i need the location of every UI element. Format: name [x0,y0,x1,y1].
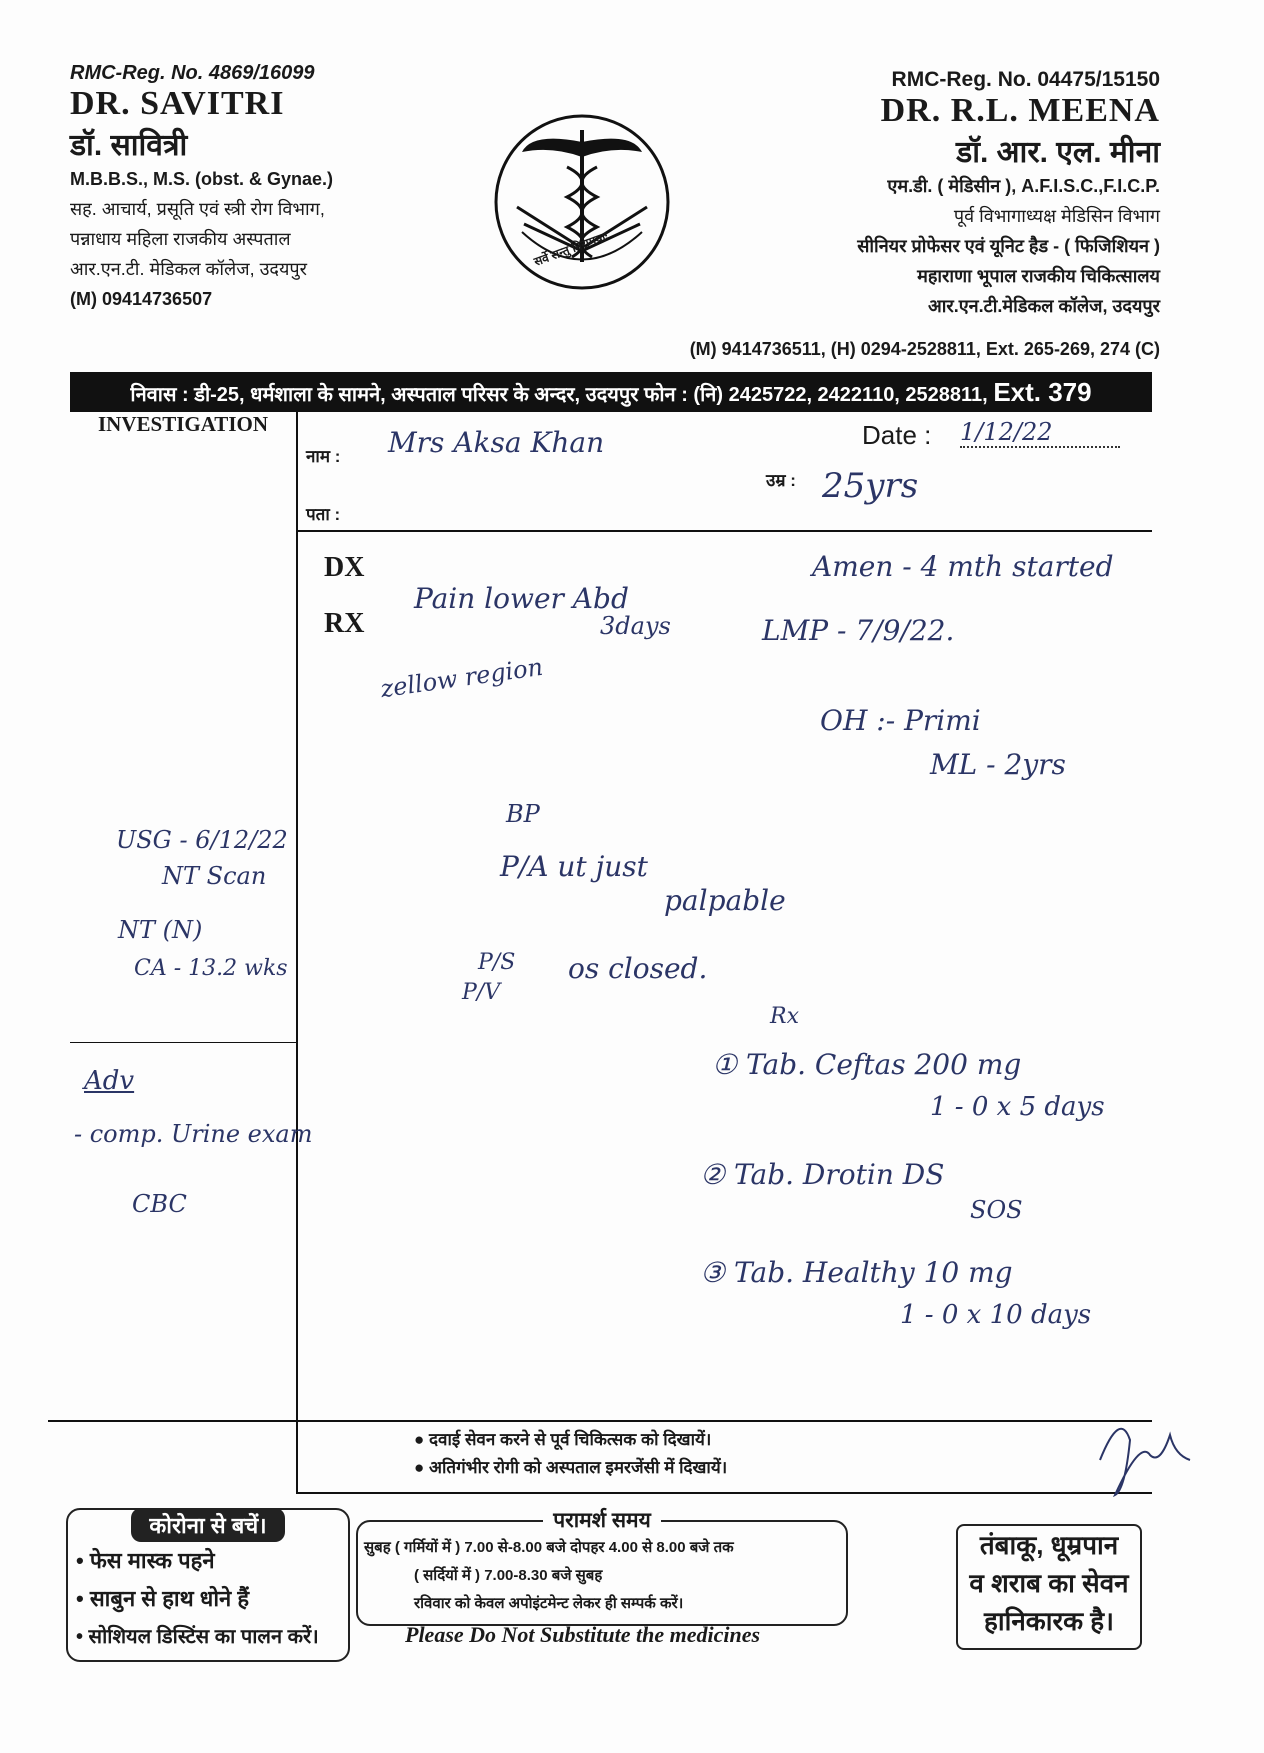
divider-footer-bottom [296,1492,1152,1494]
address-label: पता : [306,505,341,524]
hw-med1: ① Tab. Ceftas 200 mg [712,1048,1022,1081]
right-doctor-block [540,68,1160,321]
hw-med2: ② Tab. Drotin DS [700,1158,945,1191]
date-value: 1/12/22 [960,418,1120,448]
corona-box [66,1508,350,1662]
investigation-label: INVESTIGATION [98,412,268,436]
hw-oh: OH :- Primi [820,704,981,737]
left-doctor-line2: पन्नाधाय महिला राजकीय अस्पताल [70,229,291,249]
hw-ml: ML - 2yrs [930,748,1066,781]
hw-pa: P/A ut just [500,850,648,883]
hw-usg: USG - 6/12/22 [116,826,288,854]
warning-line-2: व शराब का सेवन [969,1568,1129,1598]
left-doctor-line1: सह. आचार्य, प्रसूति एवं स्त्री रोग विभाग, [70,199,325,219]
hw-ca: CA - 13.2 wks [134,956,288,981]
hw-region: zellow region [378,652,545,704]
hw-ntscan: NT Scan [162,862,267,890]
hw-med1-dose: 1 - 0 x 5 days [930,1092,1105,1122]
left-doctor-name-hi: डॉ. सावित्री [70,129,188,162]
divider-vertical [296,412,298,1492]
corona-bullet-3: • सोशियल डिस्टिंस का पालन करें। [76,1626,319,1648]
right-doctor-phone: (M) 9414736511, (H) 0294-2528811, Ext. 265-269, 274 (C) [689,339,1160,359]
hw-med3: ③ Tab. Healthy 10 mg [700,1256,1013,1289]
corona-bullet-2: • साबुन से हाथ धोने हैं [76,1586,250,1611]
right-doctor-name-hi: डॉ. आर. एल. मीना [956,136,1160,169]
address-bar [70,372,1152,412]
hw-ps: P/S [478,950,516,975]
instruction-2: ● अतिगंभीर रोगी को अस्पताल इमरजेंसी में दिखायें। [414,1458,728,1477]
instructions [414,1426,727,1482]
right-doctor-degree: एम.डी. ( मेडिसीन ), A.F.I.S.C.,F.I.C.P. [887,176,1160,196]
left-doctor-line3: आर.एन.टी. मेडिकल कॉलेज, उदयपुर [70,259,308,279]
hw-med2-dose: SOS [970,1196,1023,1224]
hw-os: os closed. [568,952,708,985]
hw-rx-mark: Rx [770,1004,799,1029]
divider-left-notes [70,1042,296,1043]
left-doctor-name-en: DR. SAVITRI [70,85,285,122]
timing-box [356,1509,848,1626]
right-doctor-name-en: DR. R.L. MEENA [880,92,1160,129]
warning-box [956,1524,1142,1650]
corona-bullet-1: • फेस मास्क पहने [76,1548,215,1573]
right-doctor-line1: पूर्व विभागाध्यक्ष मेडिसिन विभाग [953,206,1160,226]
right-reg-no: RMC-Reg. No. 04475/15150 [891,68,1160,91]
timing-title: परामर्श समय [543,1509,661,1532]
timing-line-1: सुबह ( गर्मियों में ) 7.00 से-8.00 बजे दोपहर 4.00 से 8.00 बजे तक [364,1539,734,1556]
address-text: निवास : डी-25, धर्मशाला के सामने, अस्पताल परिसर के अन्दर, उदयपुर फोन : (नि) 2425722, 2422110, 2528811, [130,384,988,406]
hw-lmp: LMP - 7/9/22. [762,614,955,647]
hw-palpable: palpable [664,884,786,917]
hw-med3-dose: 1 - 0 x 10 days [900,1300,1092,1330]
divider-header-bottom [298,530,1152,532]
hw-urine: - comp. Urine exam [74,1120,313,1148]
warning-line-3: हानिकारक है। [984,1606,1114,1636]
left-doctor-phone: (M) 09414736507 [70,289,213,309]
left-reg-no: RMC-Reg. No. 4869/16099 [70,62,315,84]
hw-bp: BP [506,800,540,828]
left-doctor-degree: M.B.B.S., M.S. (obst. & Gynae.) [70,169,334,189]
hw-amenorrhea: Amen - 4 mth started [812,550,1114,583]
hw-cbc: CBC [132,1190,187,1218]
hw-duration: 3days [600,612,671,640]
left-doctor-block [70,62,490,314]
date-label: Date : [862,420,932,450]
corona-title: कोरोना से बचें। [131,1508,284,1542]
rx-label: RX [324,608,365,639]
logo-motto: सर्वे सन्तु निरामयाः [532,229,610,269]
right-doctor-line2: सीनियर प्रोफेसर एवं यूनिट हैड - ( फिजिशियन ) [857,236,1160,256]
patient-name: Mrs Aksa Khan [388,426,605,459]
warning-line-1: तंबाकू, धूम्रपान [979,1530,1119,1560]
signature [1090,1400,1200,1500]
hw-adv: Adv [84,1066,135,1096]
substitute-note: Please Do Not Substitute the medicines [405,1622,761,1647]
timing-line-3: रविवार को केवल अपोइंटमेन्ट लेकर ही सम्पर्क करें। [414,1595,684,1612]
right-doctor-line4: आर.एन.टी.मेडिकल कॉलेज, उदयपुर [927,296,1160,316]
instruction-1: ● दवाई सेवन करने से पूर्व चिकित्सक को दिखायें। [414,1430,712,1449]
hw-pv: P/V [462,980,501,1005]
right-doctor-line3: महाराणा भूपाल राजकीय चिकित्सालय [917,266,1160,286]
hw-nt: NT (N) [118,916,203,944]
address-ext: Ext. 379 [993,377,1092,407]
timing-line-2: ( सर्दियों में ) 7.00-8.30 बजे सुबह [414,1567,603,1584]
dx-label: DX [324,552,365,583]
hw-complaint: Pain lower Abd [414,582,629,615]
name-label: नाम : [306,447,341,466]
divider-footer-top [48,1420,1152,1422]
age-value: 25yrs [822,466,919,506]
age-label: उम्र : [766,471,796,490]
